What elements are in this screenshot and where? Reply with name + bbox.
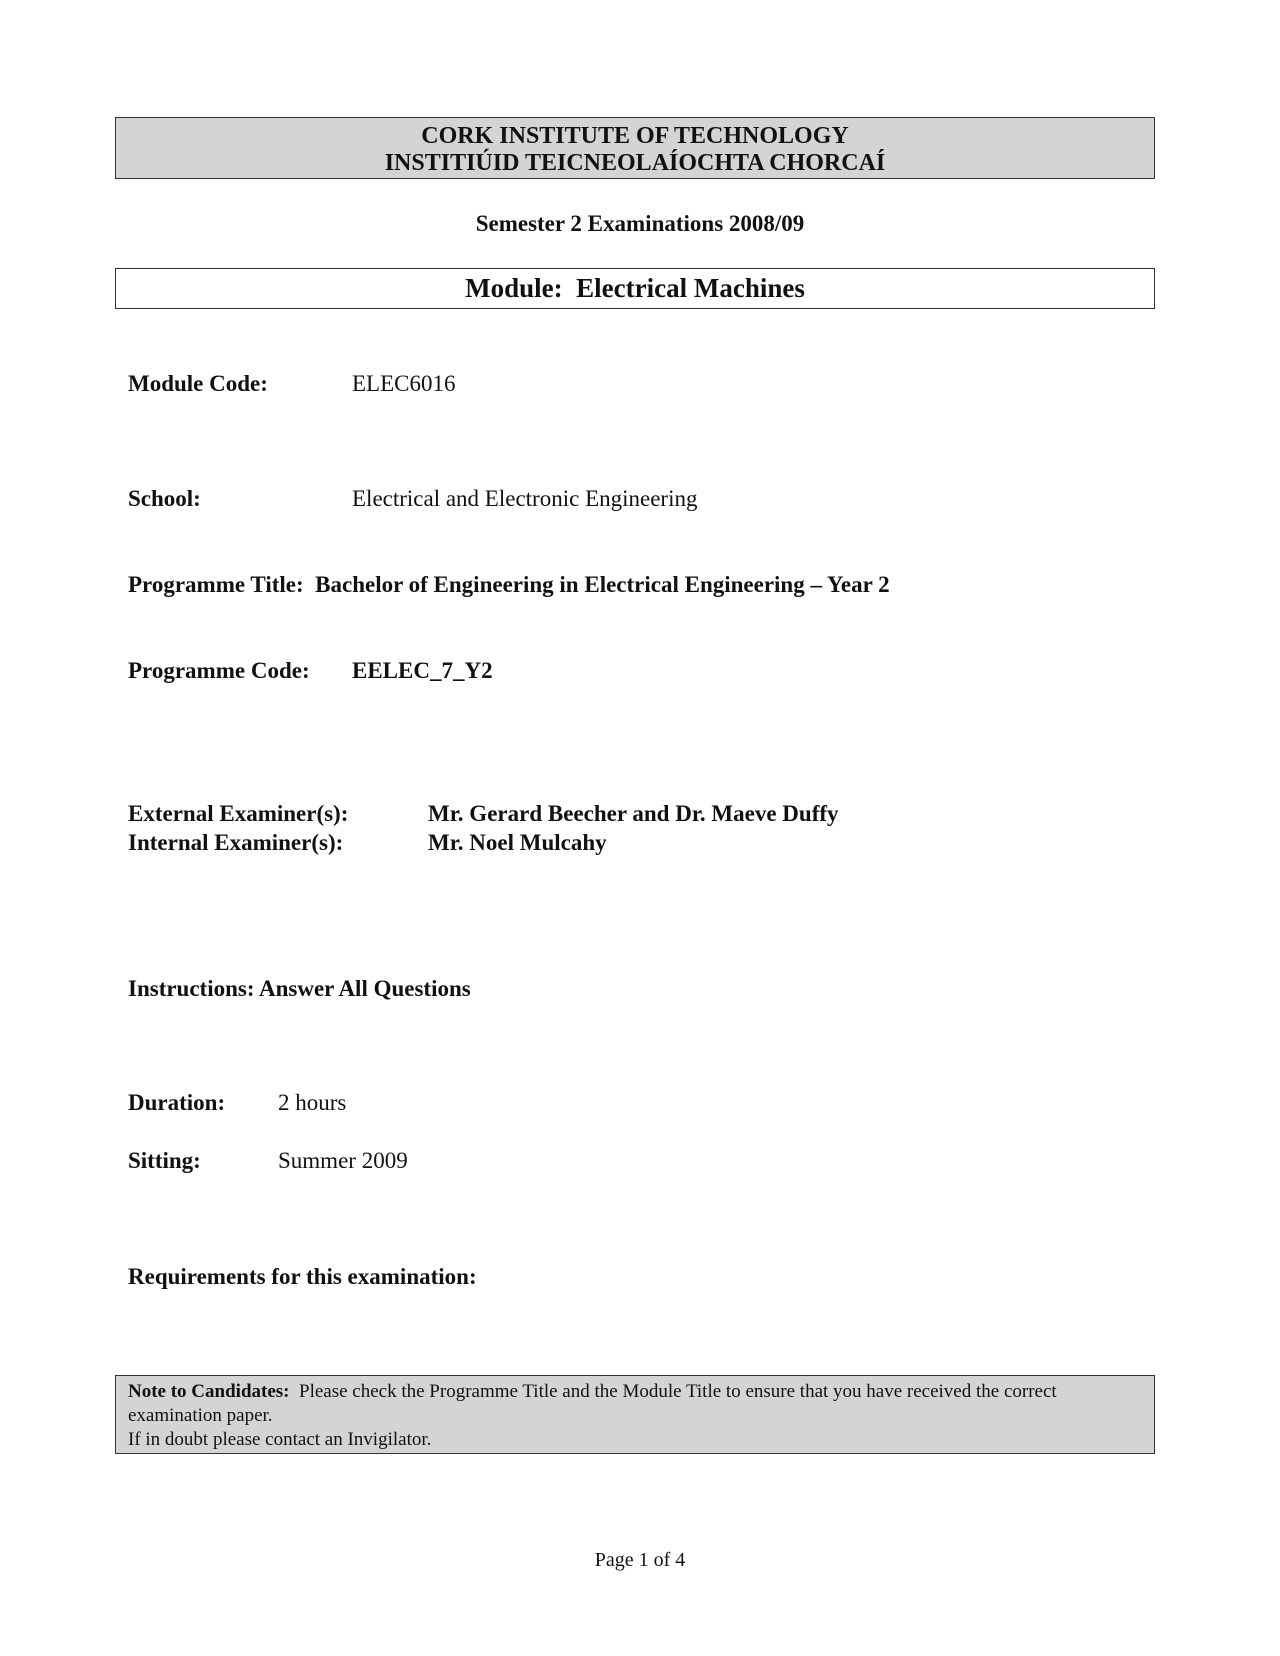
school-value: Electrical and Electronic Engineering	[352, 486, 698, 511]
sitting-label: Sitting:	[128, 1148, 201, 1173]
duration-label: Duration:	[128, 1090, 226, 1115]
institution-header	[115, 117, 1155, 179]
external-examiner-value: Mr. Gerard Beecher and Dr. Maeve Duffy	[428, 801, 839, 826]
external-examiner-label: External Examiner(s):	[128, 801, 349, 826]
institution-name-irish: INSTITIÚID TEICNEOLAÍOCHTA CHORCAÍ	[384, 150, 886, 176]
programme-code-label: Programme Code:	[128, 658, 310, 683]
module-code-label: Module Code:	[128, 371, 268, 396]
note-label: Note to Candidates:	[128, 1381, 290, 1402]
note-text	[128, 1380, 1142, 1428]
programme-title-row	[128, 571, 890, 599]
duration-value: 2 hours	[278, 1090, 347, 1115]
module-label: Module:	[465, 273, 563, 303]
module-title-box	[115, 268, 1155, 309]
note-text-2: If in doubt please contact an Invigilator.	[128, 1429, 432, 1450]
school-label: School:	[128, 486, 201, 511]
module-code-value: ELEC6016	[352, 371, 456, 396]
programme-title-label: Programme Title:	[128, 572, 304, 597]
note-body: Please check the Programme Title and the Module Title to ensure that you have received the correct examination paper.	[128, 1381, 1057, 1426]
sitting-value: Summer 2009	[278, 1148, 408, 1173]
page-number: Page 1 of 4	[594, 1549, 686, 1571]
internal-examiner-label: Internal Examiner(s):	[128, 830, 344, 855]
requirements-label: Requirements for this examination:	[128, 1264, 477, 1289]
exam-session: Semester 2 Examinations 2008/09	[475, 211, 805, 236]
programme-title-value: Bachelor of Engineering in Electrical Engineering – Year 2	[315, 572, 890, 597]
programme-code-value: EELEC_7_Y2	[352, 658, 493, 683]
module-title: Electrical Machines	[576, 273, 805, 303]
note-to-candidates	[115, 1375, 1155, 1454]
instructions-label: Instructions:	[128, 976, 255, 1001]
institution-name-english: CORK INSTITUTE OF TECHNOLOGY	[421, 123, 849, 149]
instructions-value: Answer All Questions	[259, 976, 471, 1001]
internal-examiner-value: Mr. Noel Mulcahy	[428, 830, 607, 855]
instructions-row	[128, 975, 471, 1003]
